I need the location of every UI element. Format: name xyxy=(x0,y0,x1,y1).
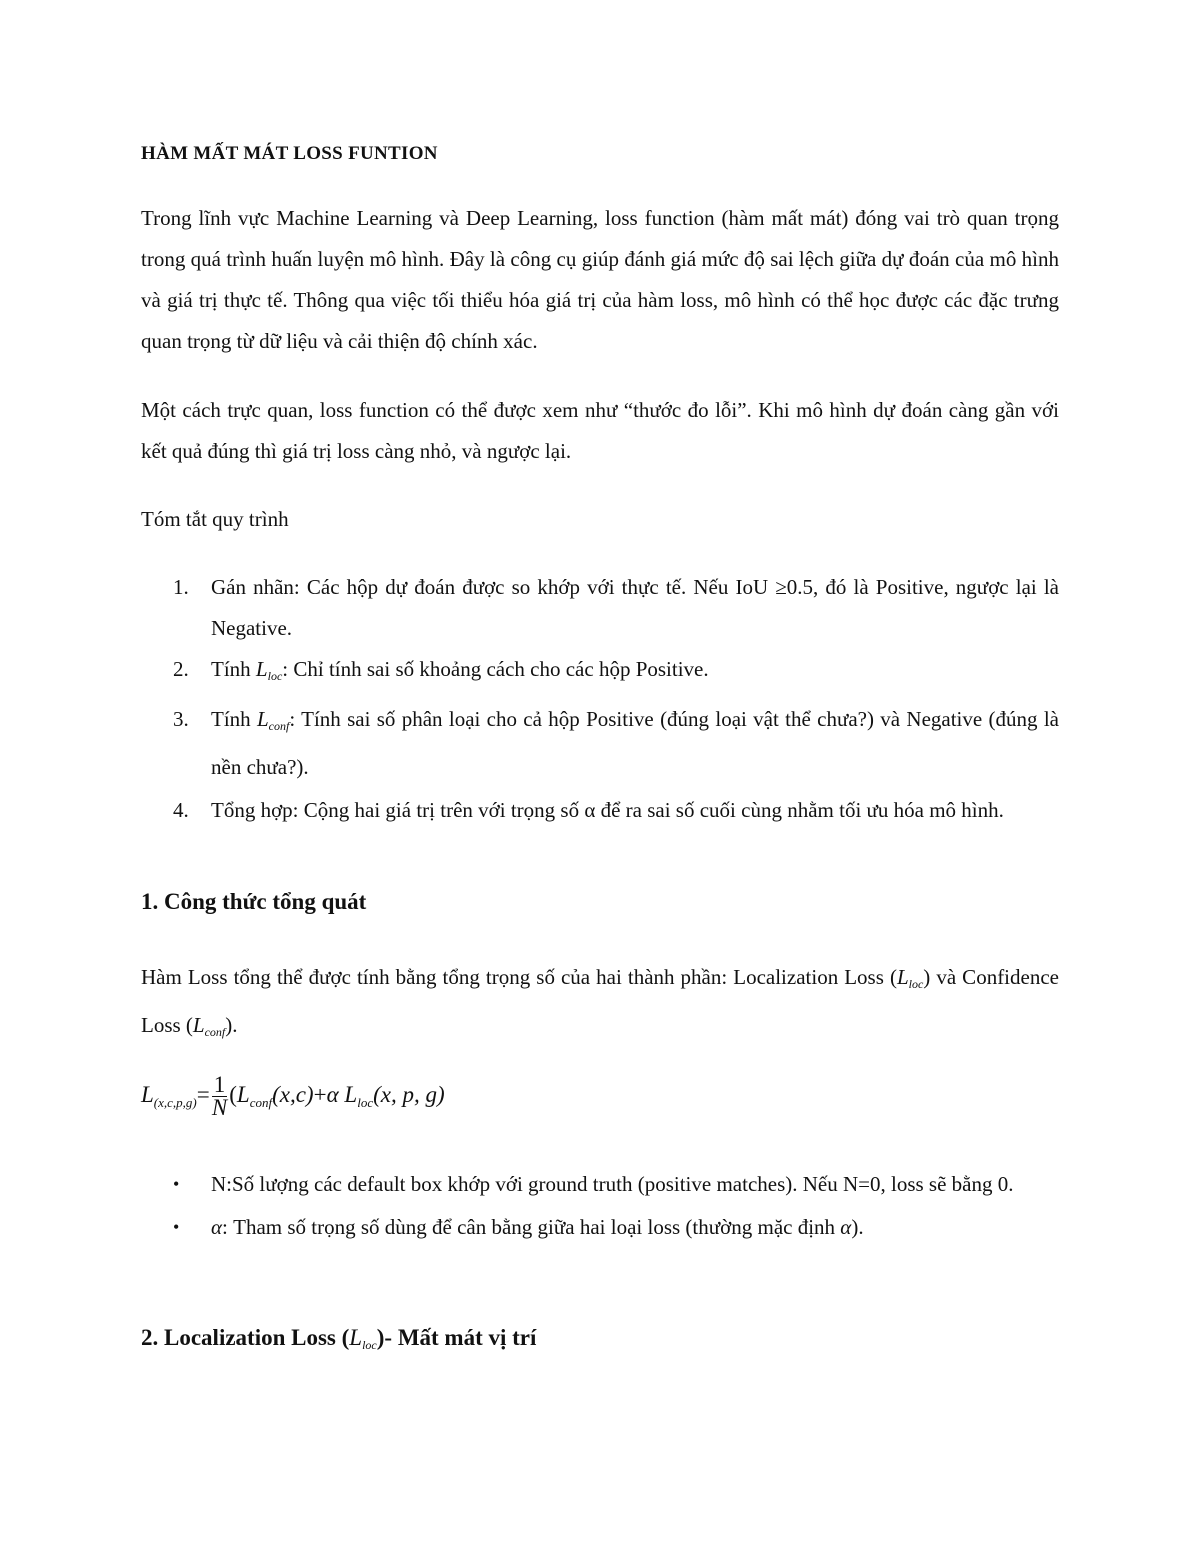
section-heading-localization-loss xyxy=(141,1325,536,1353)
math-subscript: loc xyxy=(267,669,283,683)
list-item-pre: Tính xyxy=(211,657,256,681)
intro-paragraph: Trong lĩnh vực Machine Learning và Deep Learning, loss function (hàm mất mát) đóng vai trò quan trọng trong quá trình huấn luyện mô hình. Đây là công cụ giúp đánh giá mức độ sai lệch giữa dự đoán của mô hình và giá trị thực tế. Thông qua việc tối thiểu hóa giá trị của hàm loss, mô hình có thể học được các đặc trưng quan trọng từ dữ liệu và cải thiện độ chính xác. xyxy=(141,206,1059,353)
formula-subscript: conf xyxy=(249,1094,273,1110)
formula-args: (x,c) xyxy=(272,1081,314,1107)
math-symbol: α xyxy=(211,1215,223,1239)
list-item xyxy=(141,1164,1059,1205)
math-symbol: L xyxy=(896,965,909,989)
loss-formula xyxy=(141,1074,445,1134)
document-title: HÀM MẤT MÁT LOSS FUNTION xyxy=(141,143,438,164)
list-item-text: N:Số lượng các default box khớp với ground truth (positive matches). Nếu N=0, loss sẽ bằng 0. xyxy=(211,1172,1014,1196)
text-segment: Hàm Loss tổng thể được tính bằng tổng trọng số của hai thành phần: Localization Loss ( xyxy=(141,965,897,989)
formula-paren: ( xyxy=(229,1081,237,1107)
math-subscript: conf xyxy=(268,719,290,733)
process-steps-list xyxy=(141,567,1059,831)
list-item-text: : Tính sai số phân loại cho cả hộp Positive (đúng loại vật thể chưa?) và Negative (đúng là nền chưa?). xyxy=(211,707,1059,779)
list-item-text: : Tham số trọng số dùng để cân bằng giữa hai loại loss (thường mặc định xyxy=(222,1215,841,1239)
section-paragraph xyxy=(141,957,1059,1053)
list-item xyxy=(141,567,1059,649)
list-item-text: ). xyxy=(851,1215,864,1239)
intuition-paragraph: Một cách trực quan, loss function có thể được xem như “thước đo lỗi”. Khi mô hình dự đoán càng gần với kết quả đúng thì giá trị loss càng nhỏ, và ngược lại. xyxy=(141,398,1059,463)
heading-segment: 2. Localization Loss ( xyxy=(141,1325,350,1350)
fraction-denominator: N xyxy=(211,1095,228,1120)
text-segment: ). xyxy=(225,1013,238,1037)
heading-segment: )- Mất mát vị trí xyxy=(376,1325,537,1350)
list-number: 1. xyxy=(173,575,189,599)
formula-equals: = xyxy=(196,1081,210,1107)
fraction-numerator: 1 xyxy=(213,1072,226,1097)
math-symbol: L xyxy=(255,657,268,681)
math-subscript: loc xyxy=(362,1338,377,1352)
list-item xyxy=(141,649,1059,697)
math-symbol: L xyxy=(192,1013,205,1037)
math-subscript: conf xyxy=(204,1025,226,1039)
bullet-icon: • xyxy=(173,1217,180,1237)
list-number: 2. xyxy=(173,657,189,681)
section-heading-general-formula: 1. Công thức tổng quát xyxy=(141,889,367,914)
formula-lhs: L xyxy=(141,1081,154,1107)
list-item-pre: Tính xyxy=(211,707,257,731)
formula-fraction xyxy=(212,1074,228,1119)
bullet-icon: • xyxy=(173,1174,180,1194)
list-item-text: Gán nhãn: Các hộp dự đoán được so khớp với thực tế. Nếu IoU ≥0.5, đó là Positive, ngược lại là Negative. xyxy=(211,575,1059,640)
list-item xyxy=(141,699,1059,788)
formula-term: L xyxy=(344,1081,358,1107)
formula-subscript: loc xyxy=(357,1094,374,1110)
list-item-text: : Chỉ tính sai số khoảng cách cho các hộp Positive. xyxy=(282,657,709,681)
list-item xyxy=(141,790,1059,831)
list-item xyxy=(141,1207,1059,1248)
formula-term: L xyxy=(236,1081,250,1107)
math-symbol: L xyxy=(349,1325,363,1350)
math-symbol: α xyxy=(840,1215,852,1239)
text-segment: ) và Confidence Loss ( xyxy=(141,965,1059,1037)
list-number: 4. xyxy=(173,798,189,822)
formula-plus: + xyxy=(313,1081,327,1107)
math-symbol: L xyxy=(256,707,269,731)
formula-args: (x, p, g) xyxy=(373,1081,445,1107)
formula-terms-list xyxy=(141,1164,1059,1248)
list-number: 3. xyxy=(173,707,189,731)
list-item-text: Tổng hợp: Cộng hai giá trị trên với trọng số α để ra sai số cuối cùng nhằm tối ưu hóa mô hình. xyxy=(211,798,1004,822)
formula-alpha: α xyxy=(326,1081,339,1107)
process-summary-label: Tóm tắt quy trình xyxy=(141,507,289,531)
formula-lhs-subscript: (x,c,p,g) xyxy=(153,1094,197,1110)
math-subscript: loc xyxy=(908,977,924,991)
